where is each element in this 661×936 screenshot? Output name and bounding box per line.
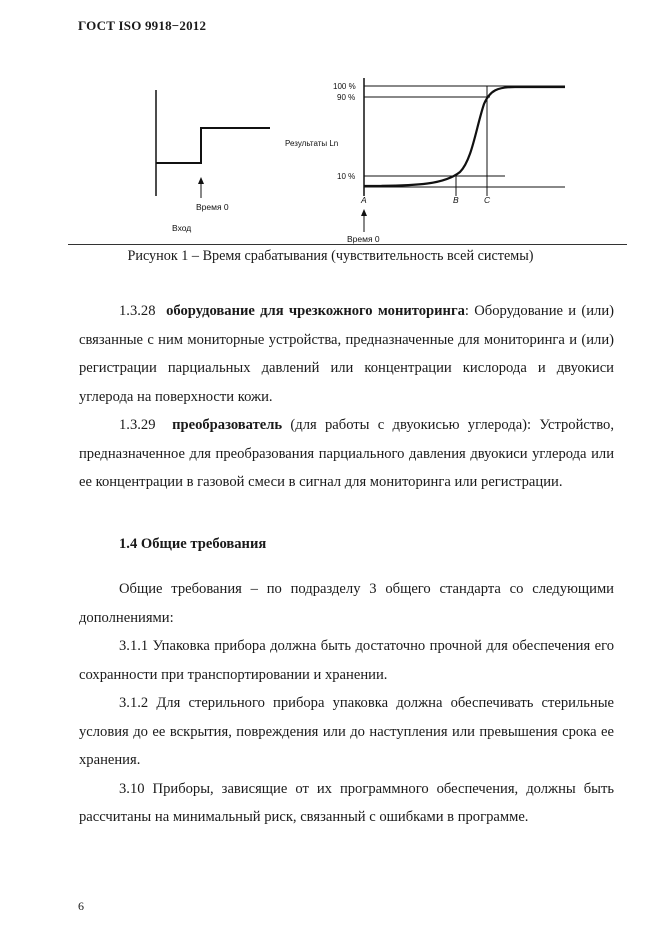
- definition-1-3-28: [79, 297, 614, 411]
- point-label-c: C: [484, 195, 491, 205]
- response-curve: [364, 87, 565, 186]
- response-time-figure: [0, 0, 661, 250]
- requirement-3-10: 3.10 Приборы, зависящие от их программного обеспечения, должны быть рассчитаны на минимальный риск, связанный с ошибками в программе.: [79, 780, 614, 825]
- input-time-arrowhead: [198, 177, 204, 184]
- input-time-label: Время 0: [196, 202, 229, 212]
- definitions-block: [79, 297, 614, 497]
- response-time-arrowhead: [361, 209, 367, 216]
- requirement-3-1-2: 3.1.2 Для стерильного прибора упаковка должна обеспечивать стерильные условия до ее вскрытия, повреждения или до наступления или превышения срока ее хранения.: [79, 695, 614, 768]
- figure-caption: Рисунок 1 – Время срабатывания (чувствительность всей системы): [127, 248, 534, 264]
- defined-term: преобразователь: [172, 417, 283, 433]
- y-axis-label: Результаты Ln: [285, 139, 339, 148]
- clause-number: 1.3.28: [119, 303, 156, 319]
- requirement-3-1-1: 3.1.1 Упаковка прибора должна быть достаточно прочной для обеспечения его сохранности при транспортировании и хранении.: [79, 638, 614, 683]
- caption-rule: [68, 244, 627, 245]
- requirements-block: [79, 575, 614, 832]
- tick-label-100: 100 %: [333, 82, 356, 91]
- clause-number: 1.3.29: [119, 417, 156, 433]
- tick-label-90: 90 %: [337, 93, 356, 102]
- input-step-signal: [156, 128, 270, 163]
- definition-text: : Оборудование и (или) связанные с ним мониторные устройства, предназначенные для мониторинга и (или) регистрации парциальных давлений или концентрации кислорода и двуокиси углерода на поверхности кожи.: [79, 303, 614, 405]
- tick-label-10: 10 %: [337, 172, 356, 181]
- defined-term: оборудование для чрезкожного мониторинга: [166, 303, 465, 319]
- response-time-label: Время 0: [347, 234, 380, 244]
- point-label-a: A: [361, 195, 367, 205]
- general-requirements-section: [79, 530, 614, 559]
- requirements-intro: Общие требования – по подразделу 3 общего стандарта со следующими дополнениями:: [79, 581, 614, 626]
- input-label: Вход: [172, 223, 192, 233]
- page-number: 6: [78, 899, 84, 913]
- document-header: ГОСТ ISO 9918−2012: [78, 18, 207, 33]
- point-label-b: B: [453, 195, 459, 205]
- definition-text: (для работы с двуокисью углерода): Устройство, предназначенное для преобразования парциального давления двуокиси углерода или ее концентрации в газовой смеси в сигнал для мониторинга или регистрации.: [79, 417, 614, 490]
- section-heading: 1.4 Общие требования: [119, 536, 267, 552]
- definition-1-3-29: [79, 411, 614, 497]
